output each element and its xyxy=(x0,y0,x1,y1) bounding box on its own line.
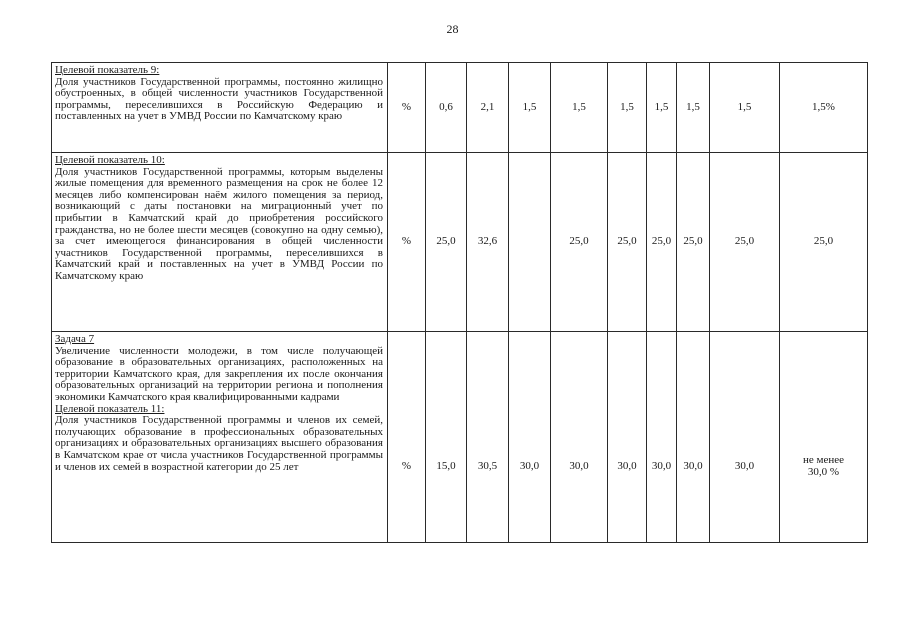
value-line: 30,0 % xyxy=(807,466,840,478)
value-cell: 0,6 xyxy=(426,63,467,153)
value-cell: 30,0 xyxy=(677,332,710,543)
value-cell: 2,1 xyxy=(467,63,509,153)
indicator-text: Доля участников Государственной программы, которым выделены жилые помещения для временного размещения на срок не более 12 месяцев либо компенсирован наём жилого помещения за период, возникающий с даты постановки на миграционный учет по прибытии в Камчатский край до приобретения российского гражданства, но не более шести месяцев (совокупно на одну семью), за счет имеющегося финансирования в общей численности участников Государственной программы, переселившихся в Камчатский край и поставленных на учет в УМВД России по Камчатскому краю xyxy=(55,165,383,282)
table-row xyxy=(52,332,868,543)
task-heading: Задача 7 xyxy=(55,333,95,345)
value-cell: 30,0 xyxy=(551,332,608,543)
task-text: Увеличение численности молодежи, в том числе получающей образование в образовательных организациях, расположенных на территории Камчатского края, для закрепления их после окончания образовательных организаций на территории региона и пополнения экономики Камчатского края квалифицированными кадрами xyxy=(55,344,383,403)
value-cell: 1,5 xyxy=(677,63,710,153)
value-cell: 1,5 xyxy=(710,63,780,153)
value-cell: 25,0 xyxy=(647,153,677,332)
value-cell: 30,0 xyxy=(608,332,647,543)
value-cell: 30,0 xyxy=(710,332,780,543)
value-cell: 1,5% xyxy=(780,63,868,153)
indicator-heading: Целевой показатель 10: xyxy=(55,154,165,166)
value-cell: 25,0 xyxy=(608,153,647,332)
value-cell: 15,0 xyxy=(426,332,467,543)
value-cell: 30,5 xyxy=(467,332,509,543)
unit-cell: % xyxy=(388,153,426,332)
value-cell: 1,5 xyxy=(509,63,551,153)
unit-cell: % xyxy=(388,332,426,543)
value-cell xyxy=(780,332,868,543)
table-row xyxy=(52,63,868,153)
indicator-description xyxy=(52,63,388,153)
value-cell: 25,0 xyxy=(677,153,710,332)
task-description xyxy=(52,332,388,543)
value-cell: 25,0 xyxy=(710,153,780,332)
value-cell: 1,5 xyxy=(608,63,647,153)
value-cell: 1,5 xyxy=(551,63,608,153)
value-cell: 32,6 xyxy=(467,153,509,332)
indicator-description xyxy=(52,153,388,332)
value-cell: 25,0 xyxy=(551,153,608,332)
indicator-heading: Целевой показатель 9: xyxy=(55,64,160,76)
value-line: не менее xyxy=(802,454,844,467)
value-cell: 25,0 xyxy=(780,153,868,332)
page-number: 28 xyxy=(446,22,459,36)
unit-cell: % xyxy=(388,63,426,153)
indicators-table xyxy=(51,62,868,543)
value-cell: 30,0 xyxy=(509,332,551,543)
value-cell: 25,0 xyxy=(426,153,467,332)
value-cell: 30,0 xyxy=(647,332,677,543)
indicator-heading: Целевой показатель 11: xyxy=(55,402,165,415)
indicator-text: Доля участников Государственной программы, постоянно жилищно обустроенных, в общей численности участников Государственной программы, переселившихся в Российскую Федерацию и поставленных на учет в УМВД России по Камчатскому краю xyxy=(55,75,383,123)
table-row xyxy=(52,153,868,332)
value-cell: 1,5 xyxy=(647,63,677,153)
value-cell xyxy=(509,153,551,332)
indicator-text: Доля участников Государственной программы и членов их семей, получающих образование в профессиональных образовательных организациях и образовательных организациях высшего образования в Камчатском крае от числа участников Государственной программы и членов их семей в возрастной категории до 25 лет xyxy=(55,414,383,473)
